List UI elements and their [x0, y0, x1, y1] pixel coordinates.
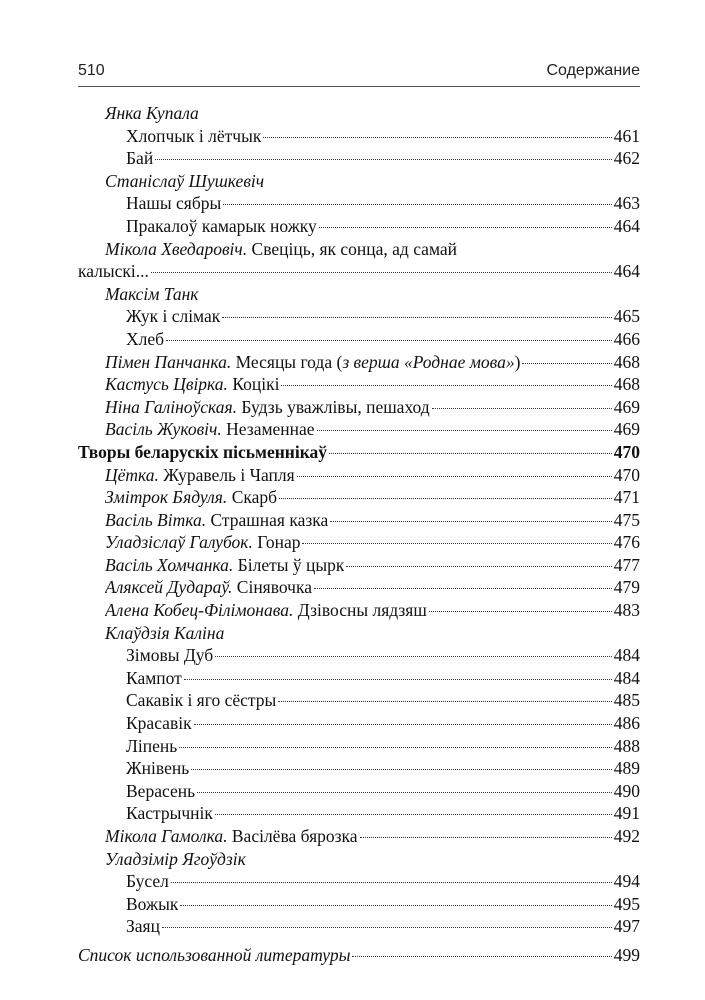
toc-entry-label	[78, 441, 327, 464]
toc-entry-author: Васіль Хомчанка.	[105, 554, 234, 575]
toc-entry-label	[105, 825, 358, 848]
dot-leader	[317, 430, 612, 431]
dot-leader	[179, 747, 612, 748]
toc-entry-title: Хлеб	[126, 328, 165, 349]
toc-entry-title: Кастрычнік	[126, 803, 213, 824]
toc-entry-author: Список использованной литературы	[78, 944, 351, 965]
toc-entry-note-end: )	[514, 351, 521, 372]
table-of-contents	[78, 102, 640, 967]
toc-entry-title: Білеты ў цырк	[233, 554, 345, 575]
dot-leader	[522, 363, 611, 364]
toc-entry-title: Кампот	[126, 667, 182, 688]
toc-entry-title: Нашы сябры	[126, 193, 222, 214]
dot-leader	[223, 204, 612, 205]
toc-entry	[78, 328, 640, 351]
toc-entry	[78, 735, 640, 758]
toc-entry-author: Васіль Вітка.	[105, 509, 207, 530]
dot-leader	[215, 656, 612, 657]
toc-entry-title: Вожык	[126, 893, 179, 914]
dot-leader	[184, 679, 612, 680]
toc-page-number: 484	[613, 667, 640, 688]
toc-entry-author: Пімен Панчанка.	[105, 351, 232, 372]
toc-entry-title: Коцікі	[227, 374, 280, 395]
toc-page-number: 492	[613, 826, 640, 846]
toc-entry	[78, 260, 640, 283]
toc-entry-label	[105, 599, 427, 622]
toc-entry-author: Змітрок Бядуля.	[105, 487, 228, 508]
toc-page-number: 483	[613, 600, 640, 621]
toc-page-number: 489	[613, 758, 640, 779]
toc-page-number: 469	[613, 419, 640, 440]
toc-page-number: 475	[613, 509, 640, 530]
toc-entry-label	[126, 712, 192, 735]
toc-entry-author: Ніна Галіноўская.	[105, 396, 238, 417]
toc-entry	[78, 825, 640, 848]
toc-entry-title: Заяц	[126, 916, 160, 937]
toc-entry-label	[105, 418, 315, 441]
dot-leader	[197, 792, 612, 793]
toc-entry	[78, 509, 640, 532]
toc-page-number: 468	[613, 351, 640, 372]
page-number: 510	[78, 62, 105, 79]
toc-entry-title: Бай	[126, 148, 154, 169]
toc-entry-title: Васілёва бярозка	[227, 826, 358, 846]
dot-leader	[278, 701, 611, 702]
toc-entry-label	[105, 554, 344, 577]
toc-entry	[78, 215, 640, 238]
toc-entry-label	[126, 192, 221, 215]
toc-page-number: 464	[613, 215, 640, 236]
dot-leader	[346, 566, 611, 567]
toc-entry-title: Гонар	[252, 532, 301, 553]
toc-entry	[78, 757, 640, 780]
toc-author-heading: Уладзімір Ягоўдзік	[105, 848, 246, 869]
dot-leader	[352, 956, 611, 957]
toc-entry-author: Алена Кобец-Філімонава.	[105, 600, 294, 621]
toc-page-number: 468	[613, 374, 640, 395]
toc-entry-title: Будзь уважлівы, пешаход	[237, 396, 430, 417]
toc-entry-author: Мікола Гамолка.	[105, 826, 228, 846]
toc-entry	[78, 125, 640, 148]
dot-leader	[263, 137, 611, 138]
dot-leader	[319, 227, 612, 228]
dot-leader	[279, 498, 612, 499]
toc-entry-label	[78, 944, 350, 967]
toc-entry-label	[126, 644, 213, 667]
dot-leader	[162, 927, 612, 928]
toc-entry	[78, 351, 640, 374]
toc-page-number: 499	[613, 944, 640, 965]
toc-entry	[78, 147, 640, 170]
toc-entry-label	[126, 215, 317, 238]
dot-leader	[314, 588, 612, 589]
toc-entry	[78, 667, 640, 690]
toc-page-number: 462	[613, 148, 640, 169]
toc-entry-label	[126, 915, 160, 938]
toc-entry-title: Свеціць, як сонца, ад самай	[247, 238, 458, 259]
dot-leader	[329, 453, 612, 454]
toc-entry-title: Жук і слімак	[126, 306, 221, 327]
toc-page-number: 464	[613, 261, 640, 282]
toc-page-number: 465	[613, 306, 640, 327]
dot-leader	[155, 159, 612, 160]
dot-leader	[222, 317, 611, 318]
dot-leader	[215, 814, 612, 815]
dot-leader	[191, 769, 612, 770]
toc-entry	[78, 599, 640, 622]
toc-page-number: 497	[613, 916, 640, 937]
toc-entry	[78, 893, 640, 916]
toc-entry-author: Кастусь Цвірка.	[105, 374, 228, 395]
toc-entry-label	[126, 802, 213, 825]
toc-entry-title: Сінявочка	[232, 577, 312, 598]
dot-leader	[360, 837, 612, 838]
toc-entry-label	[105, 396, 430, 419]
dot-leader	[166, 340, 612, 341]
dot-leader	[171, 882, 612, 883]
toc-entry-author: Цётка.	[105, 464, 159, 485]
toc-entry-title: Месяцы года (	[231, 351, 343, 372]
toc-entry-title: Бусел	[126, 871, 169, 892]
toc-page-number: 477	[613, 554, 640, 575]
dot-leader	[281, 385, 611, 386]
dot-leader	[180, 905, 611, 906]
toc-page-number: 471	[613, 487, 640, 508]
toc-entry	[78, 944, 640, 967]
running-header	[78, 62, 640, 84]
toc-entry	[78, 373, 640, 396]
toc-page-number: 494	[613, 871, 640, 892]
toc-page-number: 485	[613, 690, 640, 711]
toc-entry-title: Скарб	[227, 487, 278, 508]
toc-entry-label	[126, 893, 178, 916]
toc-entry	[78, 418, 640, 441]
toc-page-number: 486	[613, 713, 640, 734]
toc-entry-label	[105, 486, 277, 509]
toc-entry-label	[105, 509, 328, 532]
dot-leader	[297, 476, 612, 477]
toc-entry-title: Ліпень	[126, 735, 178, 756]
toc-entry	[78, 464, 640, 487]
toc-entry-continuation: калыскі...	[78, 261, 149, 282]
toc-entry-author: Васіль Жуковіч.	[105, 419, 222, 440]
toc-entry	[78, 554, 640, 577]
toc-entry-line	[78, 238, 640, 261]
toc-entry	[78, 396, 640, 419]
toc-entry-author: Аляксей Дудараў.	[105, 577, 233, 598]
toc-entry	[78, 644, 640, 667]
toc-entry-title: Сакавік і яго сёстры	[126, 690, 277, 711]
toc-page-number: 476	[613, 532, 640, 553]
toc-entry-label	[126, 305, 220, 328]
toc-entry	[78, 192, 640, 215]
section-title: Содержание	[546, 62, 640, 79]
toc-page-number: 491	[613, 803, 640, 824]
toc-entry-title: Пракалоў камарык ножку	[126, 215, 317, 236]
toc-section	[78, 441, 640, 464]
toc-entry-label	[126, 667, 182, 690]
toc-entry-label	[105, 531, 300, 554]
toc-entry-label	[126, 735, 177, 758]
toc-entry-label	[105, 464, 295, 487]
toc-page-number: 488	[613, 735, 640, 756]
toc-entry-author: Уладзіслаў Галубок.	[105, 532, 253, 553]
toc-entry-note: з верша «Роднае мова»	[342, 351, 515, 372]
toc-entry-label	[126, 689, 276, 712]
toc-entry-title: Журавель і Чапля	[158, 464, 295, 485]
toc-page-number: 495	[613, 893, 640, 914]
toc-entry	[78, 712, 640, 735]
toc-page-number: 463	[613, 193, 640, 214]
toc-entry-label	[126, 757, 189, 780]
toc-entry	[78, 486, 640, 509]
dot-leader	[151, 272, 612, 273]
dot-leader	[429, 611, 612, 612]
toc-entry-label	[105, 351, 520, 374]
toc-entry-title: Жнівень	[126, 758, 190, 779]
toc-page-number: 470	[613, 464, 640, 485]
toc-entry-label	[126, 870, 169, 893]
toc-entry	[78, 531, 640, 554]
toc-entry-title: Страшная казка	[206, 509, 329, 530]
dot-leader	[432, 408, 612, 409]
toc-entry	[78, 802, 640, 825]
toc-author-heading: Станіслаў Шушкевіч	[105, 170, 265, 191]
toc-entry-title: Зімовы Дуб	[126, 645, 214, 666]
toc-author-heading: Янка Купала	[105, 103, 199, 123]
toc-entry	[78, 576, 640, 599]
toc-entry-label	[105, 576, 312, 599]
toc-page-number: 466	[613, 328, 640, 349]
toc-page-number: 479	[613, 577, 640, 598]
toc-page-number: 461	[613, 125, 640, 146]
toc-entry-label	[105, 373, 279, 396]
toc-entry-author: Мікола Хведаровіч.	[105, 238, 248, 259]
toc-page-number: 470	[613, 441, 640, 462]
toc-entry	[78, 780, 640, 803]
toc-author-heading: Максім Танк	[105, 283, 199, 304]
toc-entry-title: Незаменнае	[221, 419, 315, 440]
toc-page-number: 484	[613, 645, 640, 666]
toc-entry	[78, 689, 640, 712]
toc-entry-title: Творы беларускіх пісьменнікаў	[78, 441, 328, 462]
toc-entry-title: Дзівосны лядзяш	[293, 600, 427, 621]
header-rule	[78, 86, 640, 87]
toc-author-heading: Клаўдзія Каліна	[105, 622, 225, 643]
dot-leader	[194, 724, 612, 725]
toc-page-number: 490	[613, 780, 640, 801]
toc-entry-title: Верасень	[126, 780, 196, 801]
toc-entry	[78, 305, 640, 328]
toc-entry-title: Хлопчык і лётчык	[126, 125, 262, 146]
toc-entry-label	[126, 125, 261, 148]
toc-page-number: 469	[613, 396, 640, 417]
toc-entry-label	[126, 780, 195, 803]
toc-entry	[78, 915, 640, 938]
toc-entry-label	[126, 147, 153, 170]
dot-leader	[330, 521, 611, 522]
toc-entry-label	[126, 328, 164, 351]
toc-entry-title: Красавік	[126, 713, 192, 734]
toc-entry	[78, 870, 640, 893]
dot-leader	[302, 543, 611, 544]
